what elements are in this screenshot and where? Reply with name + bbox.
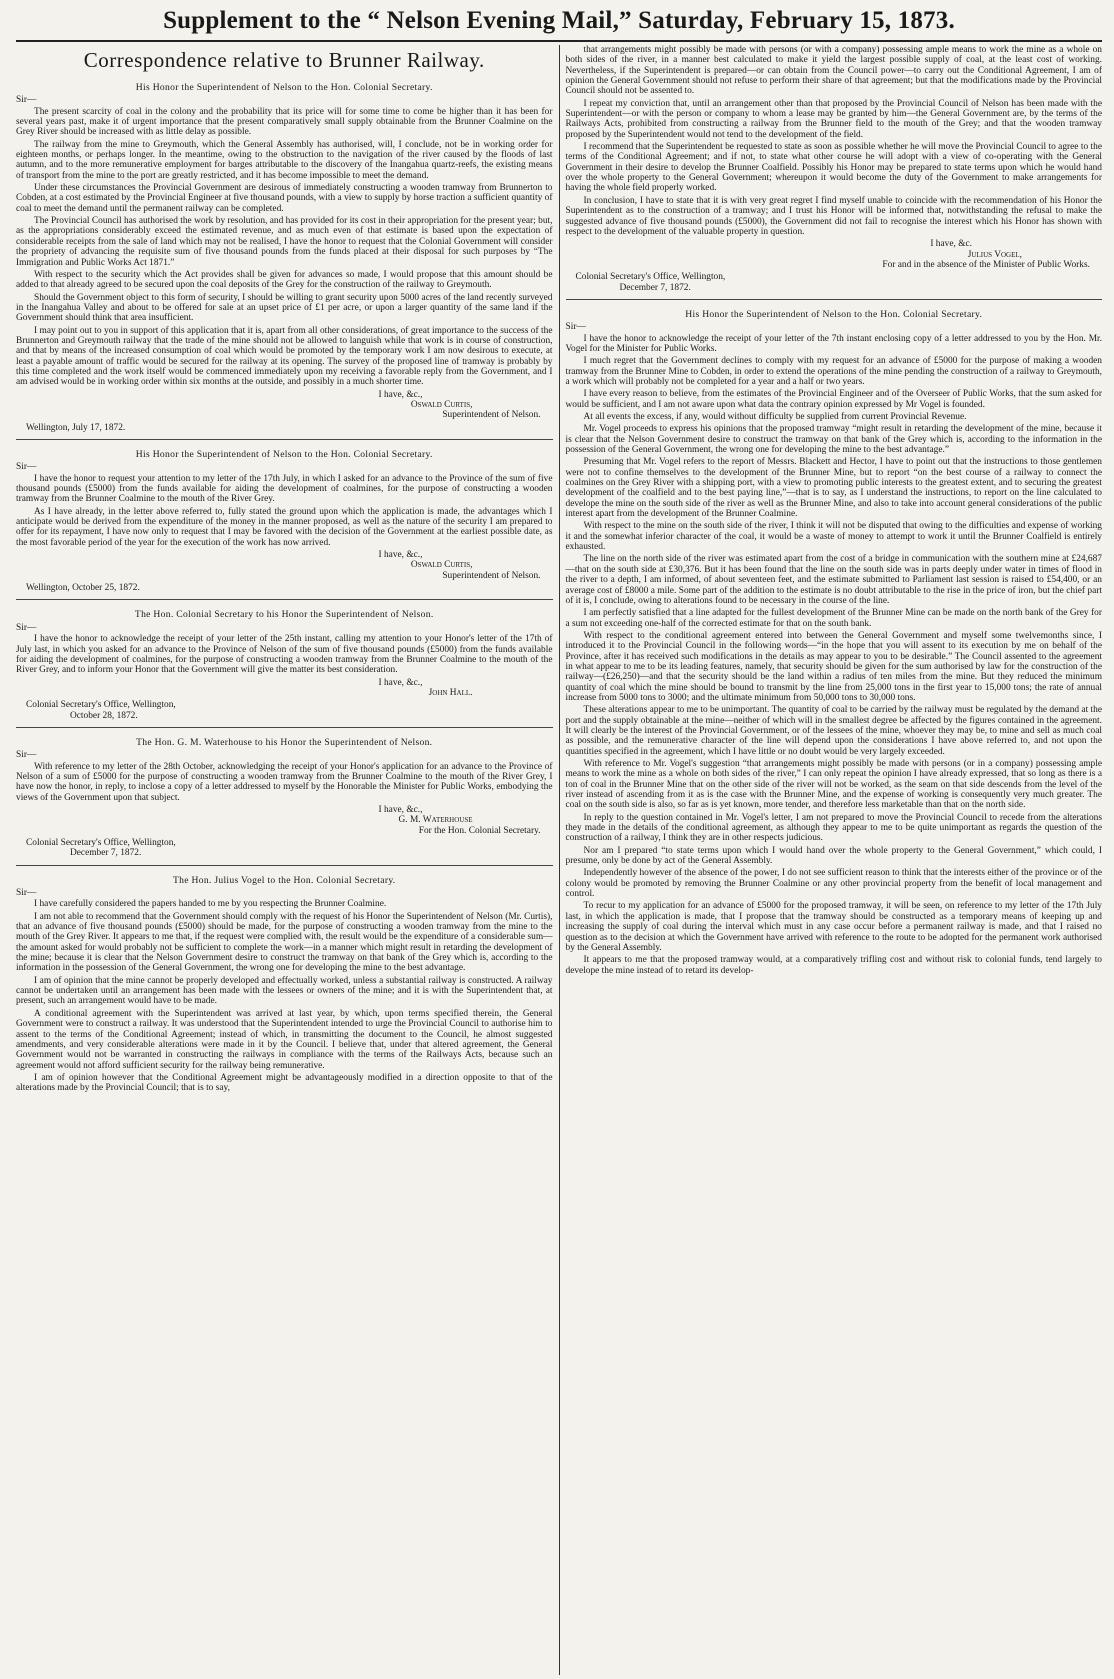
salutation: Sir—: [565, 322, 586, 333]
paragraph: At all events the excess, if any, would without difficulty be supplied from current Provincial Revenue.: [583, 412, 967, 422]
paragraph: These alterations appear to me to be unimportant. The quantity of coal to be carried by the railway must be regulated by the demand at the port and the supply obtainable at the mine—neither of which will in the smallest degree be affected by the figures contained in the agreement. It will clearly be the interest of the Provincial Government, or of the lessees of the mine, whoever they may be, to mine and sell as much coal as possible, and the remunerative character of the line will depend upon the considerations I have above referred to, and not upon the quantities specified in the agreement, which I have little or no doubt would be very largely exceeded.: [565, 705, 1102, 757]
paragraph: With respect to the security which the Act provides shall be given for advances so made, I would propose that this amount should be added to that already agreed to be secured upon the coal deposits of the Grey for the construction of the railway to Greymouth.: [16, 269, 553, 291]
date-line: Wellington, July 17, 1872.: [26, 422, 126, 433]
paragraph: The railway from the mine to Greymouth, which the General Assembly has authorised, will, I conclude, not be in working order for eighteen months, or perhaps longer. In the meantime, owing to the obstruction to the navigation of the river caused by the floods of last autumn, and to the more remunerative employment for barges attributable to the discovery of the Inangahua quartz-reefs, the existing means of transport from the mine to the port are greatly restricted, and it has become impossible to meet the demand.: [16, 139, 553, 181]
date-line: Colonial Secretary's Office, Wellington,: [26, 838, 176, 848]
signatory-name: Julius Vogel,: [967, 249, 1022, 260]
closing-line: Superintendent of Nelson.: [442, 570, 541, 581]
dateline: [16, 838, 553, 859]
signature-block: [16, 550, 553, 581]
dateline: [16, 423, 553, 433]
letter-heading: The Hon. Julius Vogel to the Hon. Colonial Secretary.: [173, 874, 396, 886]
signature-block: [16, 678, 553, 699]
closing-line: For the Hon. Colonial Secretary.: [418, 825, 541, 836]
signatory-name: G. M. Waterhouse: [398, 815, 473, 826]
paragraph: I have the honor to acknowledge the receipt of your letter of the 25th instant, calling my attention to your Honor's letter of the 17th of July last, in which you asked for an advance to the Province of Nelson of the sum of five thousand pounds (£5000) from the funds available for aiding the development of coalmines, for the purpose of constructing a wooden tramway from the Brunner Coalmine to the mouth of the River Grey, and to inform your Honor that the Government will give the matter its best consideration.: [16, 634, 553, 676]
paragraph: Mr. Vogel proceeds to express his opinions that the proposed tramway “might result in retarding the development of the mine, because it is clear that the Nelson Government desire to construct the tramway on that bank of the Grey which is, according to the information in the possession of the General Government, the wrong one for developing the mine to the best advantage.”: [565, 424, 1102, 456]
letter: [566, 299, 1103, 976]
date-line: December 7, 1872.: [70, 848, 142, 859]
signature-block: [16, 805, 553, 836]
date-line: Colonial Secretary's Office, Wellington,: [575, 272, 726, 283]
closing-line: I have, &c.,: [378, 389, 423, 400]
paragraph: I am not able to recommend that the Government should comply with the request of his Honor the Superintendent of Nelson (Mr. Curtis), that an advance of five thousand pounds (£5000) should be made, for the purpose of constructing a wooden tramway from the mine to the mouth of the Grey River. It appears to me that, if the request were complied with, the result would be the expenditure of a considerable sum—the amount asked for would probably not be sufficient to complete the work—in a manner which might result in retarding the development of the mine; because it is clear that the Nelson Government desire to construct the tramway on that bank of the Grey which is, according to the information in the possession of the General Government, the wrong one for developing the mine to the best advantage.: [16, 911, 553, 974]
paragraph: I am of opinion however that the Conditional Agreement might be advantageously modified in a direction opposite to that of the alterations made by the Provincial Council; that is to say,: [16, 1072, 553, 1094]
closing-line: I have, &c.,: [378, 804, 423, 815]
salutation: Sir—: [16, 462, 37, 473]
letter: [16, 439, 553, 593]
left-letters: [16, 83, 553, 1094]
paragraph: In reply to the question contained in Mr. Vogel's letter, I am not prepared to move the Provincial Council to recede from the alterations they made in the details of the conditional agreement, as although they appear to me to be quite unimportant as regards the question of the construction of a railway, I think they are in other respects judicious.: [565, 812, 1102, 844]
paragraph: that arrangements might possibly be made with persons (or with a company) possessing ample means to work the mine as a whole on both sides of the river, in a manner best calculated to make it yield the largest possible supply of coal, at the least cost of working. Nevertheless, if the Superintendent is prepared—or can obtain from the Council power—to carry out the Conditional Agreement, I am of opinion the General Government should not refuse to perform their share of that agreement; but that the modifications made by the Provincial Council should not be assented to.: [565, 45, 1102, 97]
date-line: December 7, 1872.: [619, 282, 691, 293]
paragraph: Under these circumstances the Provincial Government are desirous of immediately constructing a wooden tramway from Brunnerton to Cobden, at a cost estimated by the Provincial Engineer at five thousand pounds, with a view to supply by horse traction a sufficient quantity of coal to meet the demand until the permanent railway can be completed.: [16, 183, 553, 214]
letter: [566, 45, 1103, 293]
paragraph: Nor am I prepared “to state terms upon which I would hand over the whole property to the General Government,” which could, I presume, only be done by act of the General Assembly.: [565, 845, 1102, 867]
paragraph: The Provincial Council has authorised the work by resolution, and has provided for its cost in their appropriation for the present year; but, as the appropriations considerably exceed the estimated revenue, and as much even of that estimate is based upon the expectation of considerable receipts from the sale of land which may not be realised, I have the honor to request that the Colonial Government will consider the propriety of advancing the requisite sum of five thousand pounds from the funds placed at their disposal for such purposes by “The Immigration and Public Works Act 1871.”: [16, 216, 553, 268]
letter-heading: His Honor the Superintendent of Nelson to the Hon. Colonial Secretary.: [135, 449, 433, 460]
closing-line: I have, &c.,: [378, 677, 423, 688]
letter-heading: His Honor the Superintendent of Nelson to the Hon. Colonial Secretary.: [685, 308, 983, 320]
closing-line: For and in the absence of the Minister of Public Works.: [882, 259, 1090, 270]
salutation: Sir—: [16, 95, 37, 106]
letter: [16, 599, 553, 720]
left-column: [16, 45, 559, 1675]
letter: [16, 865, 553, 1094]
salutation: Sir—: [16, 888, 37, 899]
paragraph: I have the honor to request your attention to my letter of the 17th July, in which I asked for an advance to the Province of the sum of five thousand pounds (£5000) from the funds available for aiding the development of coalmines, for the purpose of constructing a wooden tramway from the Brunner Coalmine to the mouth of the River Grey.: [16, 473, 553, 505]
letter-heading: His Honor the Superintendent of Nelson to the Hon. Colonial Secretary.: [135, 82, 433, 93]
dateline: [566, 272, 1103, 293]
paragraph: Presuming that Mr. Vogel refers to the report of Messrs. Blackett and Hector, I have to point out that the instructions to those gentlemen were not to confine themselves to the development of the Brunner Mine, but to report “on the best course of a railway to connect the coalmines on the Grey River with a shipping port, with a view to promoting public interests to the greatest extent, and to securing the greatest development of the coalfield and to the best paying line,”—that is to say, as I understand the instructions, to report on the line calculated to develope the mine on the south side of the river as well as the Brunner Mine, and also to take into account general considerations of the public interest apart from the development of the Brunner Coalmine.: [565, 457, 1102, 520]
letter: [16, 727, 553, 859]
date-line: Colonial Secretary's Office, Wellington,: [26, 700, 176, 711]
paragraph: I recommend that the Superintendent be requested to state as soon as possible whether he will move the Provincial Council to agree to the terms of the Conditional Agreement; and if not, to state what other course he will adopt with a view of co-operating with the General Government in their desire to develop the Brunner Coalfield. Possibly his Honor may be prepared to state terms upon which he would hand over the whole property to the General Government; whereupon it would become the duty of the Government to make arrangements for having the whole field properly worked.: [565, 142, 1102, 194]
paragraph: To recur to my application for an advance of £5000 for the proposed tramway, it will be seen, on reference to my letter of the 17th July last, in which the application is made, that I propose that the tramway should be constructed as a temporary means of keeping up and increasing the supply of coal during the interval which must in any case occur before a permanent railway is made, and that I raised no question as to the decision at which the Government have arrived with reference to the route to be adopted for the permanent work authorised by the General Assembly.: [565, 901, 1102, 953]
paragraph: I may point out to you in support of this application that it is, apart from all other considerations, of great importance to the success of the Brunnerton and Greymouth railway that the trade of the mine should not be allowed to languish while that work is in course of construction, and that by means of the increased consumption of coal which would be promoted by the temporary work I am now desirous to execute, at least a payable amount of traffic would be secured for the railway at its opening. The survey of the proposed line of tramway is probably by this time completed and the work itself would be commenced immediately upon my receiving a favorable reply from the Government, and I am advised would be in working order within six months at the outside, and possibly in a much shorter time.: [16, 325, 553, 388]
paragraph: As I have already, in the letter above referred to, fully stated the ground upon which the application is made, the advantages which I anticipate would be derived from the expenditure of the money in the manner proposed, as well as the nature of the security I am prepared to offer for its repayment, I have now only to request that I may be favored with the decision of the Government at the earliest possible date, as the most favorable period of the year for the execution of the work has now arrived.: [16, 506, 553, 548]
right-column: [559, 45, 1103, 1675]
date-line: October 28, 1872.: [70, 710, 138, 721]
paragraph: I am perfectly satisfied that a line adapted for the fullest development of the Brunner Mine can be made on the north bank of the Grey for a sum not exceeding one-half of the corrected estimate for that on the south bank.: [565, 608, 1102, 629]
closing-line: I have, &c.: [930, 239, 972, 250]
paragraph: I have the honor to acknowledge the receipt of your letter of the 7th instant enclosing copy of a letter addressed to you by the Hon. Mr. Vogel for the Minister for Public Works.: [565, 333, 1102, 354]
signature-block: [16, 390, 553, 421]
dateline: [16, 700, 553, 721]
signatory-name: Oswald Curtis,: [410, 560, 473, 571]
letter-heading: The Hon. Colonial Secretary to his Honor the Superintendent of Nelson.: [134, 609, 434, 621]
paragraph: I repeat my conviction that, until an arrangement other than that proposed by the Provincial Council of Nelson has been made with the Superintendent—or with the person or company to whom a lease may be granted by him—the General Government are, by the terms of the Railways Acts, prohibited from constructing a railway from the Brunner field to the mouth of the Grey; and that the wooden tramway proposed by the Superintendent would not tend to the development of the field.: [565, 98, 1102, 140]
salutation: Sir—: [16, 622, 37, 633]
masthead: Supplement to the “ Nelson Evening Mail,” Saturday, February 15, 1873.: [16, 6, 1102, 42]
date-line: Wellington, October 25, 1872.: [26, 583, 140, 594]
columns: [16, 45, 1102, 1675]
paragraph: With respect to the mine on the south side of the river, I think it will not be disputed that owing to the difficulties and expense of working it and the somewhat inferior character of the coal, it would be a waste of money to attempt to work it until the Brunner Coalfield is entirely exhausted.: [565, 521, 1102, 553]
paragraph: Should the Government object to this form of security, I should be willing to grant security upon 5000 acres of the land recently surveyed in the Inangahua Valley and about to be offered for sale at an upset price of £1 per acre, or upon a larger quantity of the same land if the Government should think that area insufficient.: [16, 292, 553, 324]
article-headline: Correspondence relative to Brunner Railway.: [83, 48, 485, 72]
paragraph: I have carefully considered the papers handed to me by you respecting the Brunner Coalmine.: [34, 899, 387, 910]
paragraph: With reference to Mr. Vogel's suggestion “that arrangements might possibly be made with persons (or in a company) possessing ample means to work the mine as a whole on both sides of the river,” I can only repeat the opinion I have already expressed, that so long as there is a ton of coal in the Brunner Mine that on the other side of the river will not be worked, as the seam on that side descends from the level of the river instead of ascending from it as is the case with the Brunner Mine, and the expense of working is consequently very much greater. The coal on the south side is also, so far as is yet known, more tender, and therefore less marketable than that on the north side.: [565, 759, 1102, 811]
paragraph: With respect to the conditional agreement entered into between the General Government and myself some twelvemonths since, I introduced it to the Provincial Council in the following words—“in the hope that you will assent to its execution by me on behalf of the Province, after it has received such modifications in the details as may appear to you to be desirable.” The Council assented to the agreement in what appear to me to be its leading features, namely, that security should be given for the sum authorised by law for the construction of the railway—(£26,250)—and that the security should be the land within a radius of ten miles from the mine. But they reduced the minimum quantity of coal which the mine should be bound to transmit by the line from 25,000 tons in the first year to 15,000 tons; the rate of annual increase from 5000 tons to 3000; and the ultimate minimum from 50,000 tons to 30,000 tons.: [565, 630, 1102, 703]
paragraph: A conditional agreement with the Superintendent was arrived at last year, by which, upon terms specified therein, the General Government were to construct a railway. It was understood that the Superintendent intended to urge the Provincial Council to authorise him to assent to the terms of the Conditional Agreement; instead of which, in transmitting the document to the Council, he almost suggested amendments, and very considerable alterations were made in it by the Council. I believe that, under that altered agreement, the General Government would not be warranted in constructing the railways in compliance with the terms of the Railways Acts, because such an agreement would not afford sufficient security for the railway being remunerative.: [16, 1008, 553, 1071]
paragraph: It appears to me that the proposed tramway would, at a comparatively trifling cost and without risk to colonial funds, tend largely to develope the mine instead of to retard its develop-: [565, 955, 1102, 976]
letter-heading: The Hon. G. M. Waterhouse to his Honor the Superintendent of Nelson.: [136, 736, 433, 748]
signature-block: [566, 239, 1103, 270]
paragraph: With reference to my letter of the 28th October, acknowledging the receipt of your Honor's application for an advance to the Province of Nelson of a sum of £5000 for the purpose of constructing a wooden tramway from the Brunner Coalmine to the mouth of the River Grey, I have now the honor, in reply, to inclose a copy of a letter addressed to myself by the Honorable the Minister for Public Works, embodying the views of the Government upon that subject.: [16, 761, 553, 803]
dateline: [16, 583, 553, 593]
paragraph: The line on the north side of the river was estimated apart from the cost of a bridge in communication with the southern mine at £24,687—that on the south side at £30,376. But it has been found that the line on the south side was in parts deeply under water in times of flood in the river to a depth, I am informed, of about seventeen feet, and the estimate submitted to Parliament last session is raised to £54,400, or an average cost of £8000 a mile. Some part of the addition to the estimate is no doubt attributable to the rise in the price of iron, but the chief part of it is, I conclude, owing to alterations found to be necessary in the course of the line.: [565, 554, 1102, 606]
paragraph: The present scarcity of coal in the colony and the probability that its price will for some time to come be higher than it has been for several years past, make it of urgent importance that the present comparatively small supply obtainable from the Brunner Coalmine on the Grey River should be increased with as little delay as possible.: [16, 106, 553, 138]
signatory-name: Oswald Curtis,: [410, 399, 473, 410]
paragraph: In conclusion, I have to state that it is with very great regret I find myself unable to coincide with the recommendation of his Honor the Superintendent as to the construction of a tramway; and I trust his Honor will be informed that, notwithstanding the refusal to make the suggested advance of five thousand pounds (£5000), the Government did not fail to recognise the interest which his Honor has shown with respect to the development of the valuable property in question.: [565, 195, 1102, 237]
paragraph: I am of opinion that the mine cannot be properly developed and effectually worked, unless a substantial railway is constructed. A railway cannot be undertaken until an arrangement has been made with the lessees or owners of the mine; and it is with the Superintendent that, at present, such an arrangement would have to be made.: [16, 975, 553, 1007]
paragraph: I have every reason to believe, from the estimates of the Provincial Engineer and of the Overseer of Public Works, that the sum asked for would be sufficient, and I am not aware upon what data the contrary opinion expressed by Mr Vogel is founded.: [565, 389, 1102, 410]
right-letters: [566, 45, 1103, 976]
salutation: Sir—: [16, 750, 37, 761]
closing-line: Superintendent of Nelson.: [442, 410, 541, 421]
letter: [16, 83, 553, 433]
paragraph: I much regret that the Government declines to comply with my request for an advance of £5000 for the purpose of making a wooden tramway from the Brunner Mine to Cobden, in order to extend the operations of the mine pending the construction of a railway to Greymouth, a work which will probably not be completed for a year and a half or two years.: [565, 356, 1102, 387]
closing-line: I have, &c.,: [378, 550, 423, 561]
signatory-name: John Hall.: [428, 687, 473, 698]
paragraph: Independently however of the absence of the power, I do not see sufficient reason to think that the interests either of the province or of the colony would be promoted by removing the Brunner Coalmine or any other provincial property from the benefit of local management and control.: [565, 868, 1102, 900]
